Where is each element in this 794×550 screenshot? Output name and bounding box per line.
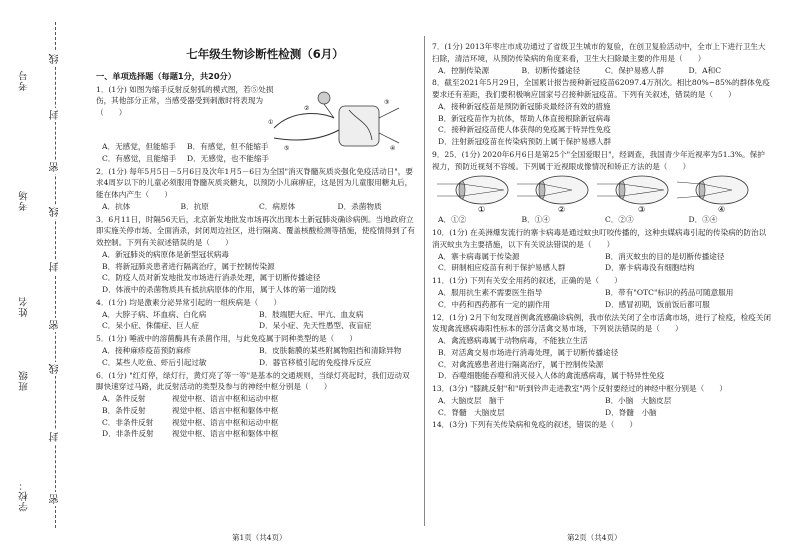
- question-8: [432, 77, 772, 148]
- seal-word: 线: [50, 54, 61, 64]
- option: D．吞噬细胞能吞噬和消灭侵入人体的禽流感病毒，属于特异性免疫: [438, 371, 665, 381]
- question-stem: 10．(1分) 在美洲爆发流行的寨卡病毒是通过蚊虫叮咬传播的，这种虫媒病毒引起的传染病的防治以消灭蚊虫为主要措施，以下有关说法错误的是（ ）: [432, 228, 767, 249]
- option: C．保护易感人群: [605, 65, 664, 75]
- option: B．有感觉，但不能缩手: [187, 142, 269, 151]
- option-detail: 视觉中枢、语言中枢和运动中枢: [172, 394, 279, 404]
- question-stem: 7．(1分) 2013年枣庄市成功通过了省级卫生城市的复验，在创卫复验活动中，全市上下进行卫生大扫除，清洁环境，从预防传染病的角度来看，卫生大扫除最主要的作用是（ ）: [432, 42, 766, 63]
- seal-word: 封: [50, 262, 61, 272]
- svg-text:①: ①: [478, 205, 486, 215]
- option: C．某些人吃鱼、虾后引起过敏: [102, 357, 207, 367]
- question-stem: 9．25．(1分) 2020年6月6日是第25个"全国爱眼日"，经调查，我国青少年近视率为51.3%。保护视力，预防近视刻不容缓。下列属于近视眼成像情况和矫正方法的是（ ）: [432, 149, 765, 171]
- seal-word: 封: [50, 432, 61, 442]
- svg-text:③: ③: [638, 205, 646, 215]
- option: B．将新冠肺炎患者进行隔离治疗，属于控制传染源: [102, 261, 275, 271]
- option: B．消灭蚊虫的目的是切断传播途径: [605, 251, 725, 261]
- option: B．小脑 大脑皮层: [605, 395, 672, 405]
- option: C．呆小症、侏儒症、巨人症: [102, 321, 199, 331]
- question-1: [96, 84, 416, 165]
- option-detail: 视觉中枢、语言中枢和躯体中枢: [172, 429, 279, 439]
- question-stem: 8．截至2021年5月29日，全国累计报告接种新冠疫苗62097.4万剂次。相比80%~85%的群体免疫要求还有差距，我们要积极响应国家号召接种新冠疫苗。下列有关叙述，错误的是（ ）: [432, 78, 770, 100]
- option: B．新冠疫苗作为抗体，帮助人体直接根除新冠病毒: [438, 113, 611, 123]
- option: C．有感觉，且能缩手: [102, 153, 177, 163]
- question-4: [96, 297, 416, 332]
- option: C．防疫人员对新发地批发市场进行消杀处理，属于切断传播途径: [102, 273, 321, 283]
- svg-text:②: ②: [558, 205, 566, 215]
- question-7: [432, 41, 772, 76]
- exam-number-label: 考号: [19, 70, 30, 91]
- option: D．呆小症、先天性愚型、夜盲症: [259, 321, 372, 331]
- question-11: [432, 275, 772, 310]
- option: A．无感觉，但能缩手: [102, 142, 176, 151]
- question-6: [96, 370, 416, 441]
- binding-strip: [0, 0, 70, 550]
- right-column: [432, 40, 772, 431]
- eye-lens-diagram: [432, 174, 762, 214]
- seal-word: 线: [50, 207, 61, 217]
- option: A．①②: [438, 215, 467, 225]
- section-heading: 一、单项选择题（每题1分，共20分）: [96, 71, 236, 81]
- option: B．抗原: [180, 201, 209, 211]
- question-3: [96, 214, 416, 296]
- option: A．新冠肺炎的病原体是新型冠状病毒: [102, 249, 229, 259]
- option: B．条件反射: [102, 405, 146, 415]
- option: D．器官移植引起的免疫排斥反应: [259, 357, 372, 367]
- name-label: 姓名: [19, 296, 30, 317]
- question-stem: 1．(1分) 如图为缩手反射反射弧的模式图，若⑤处损伤，其他部分正常，当感受器受到刺激时将表现为（ ）: [96, 84, 274, 118]
- question-5: [96, 333, 416, 368]
- option: D．非条件反射: [102, 429, 154, 439]
- option: A．寨卡病毒属于传染源: [438, 251, 520, 261]
- page-number-right: 第2页（共4页）: [567, 533, 622, 542]
- option: D．杀菌物质: [337, 201, 382, 211]
- option: A．大脑皮层 脑干: [438, 395, 505, 405]
- reflex-arc-diagram: [264, 88, 414, 152]
- left-column: [96, 64, 416, 440]
- seal-dashed-line: [55, 22, 56, 528]
- option: A．条件反射: [102, 394, 146, 404]
- option: D．注射新冠疫苗在传染病预防上属于保护易感人群: [438, 137, 612, 147]
- question-stem: 5．(1分) 唾液中的溶菌酶具有杀菌作用，与此免疫属于同种类型的是（ ）: [96, 334, 357, 344]
- page-number-left: 第1页（共4页）: [232, 533, 287, 542]
- option: A．禽流感病毒属于动物病毒，不能独立生活: [438, 336, 588, 346]
- svg-text:①: ①: [268, 119, 274, 126]
- exam-room-label: 考场: [19, 190, 30, 211]
- question-stem: 11．(1分) 下列有关安全用药的叙述，正确的是（ ）: [432, 276, 622, 286]
- option: C．②③: [605, 215, 634, 225]
- option: A．接种麻疹疫苗预防麻疹: [102, 346, 192, 356]
- question-stem: 12．(1分) 2月下旬发现首例禽流感确诊病例，我市依法关闭了全市活禽市场，进行了检疫，检疫关闭发现禽流感病毒阳性标本的部分活禽交易市场，下列说法错误的是（ ）: [432, 312, 772, 334]
- option-detail: 视觉中枢、语言中枢和躯体中枢: [172, 405, 279, 415]
- option: C．中药和西药都有一定的副作用: [438, 299, 551, 309]
- question-9: [432, 149, 772, 226]
- option: D．感冒初期，饭前饭后都可服: [605, 299, 710, 309]
- option: A．抗体: [102, 201, 131, 211]
- option: D．A和C: [688, 65, 722, 75]
- option: D．寨卡病毒没有细胞结构: [605, 263, 695, 273]
- class-label: 班级: [19, 370, 30, 391]
- svg-text:⑤: ⑤: [284, 145, 290, 152]
- option: D．体液中的杀菌物质具有抵抗病原体的作用，属于人体的第一道防线: [102, 285, 336, 295]
- option-detail: 视觉中枢、语言中枢和运动中枢: [172, 417, 279, 427]
- question-10: [432, 227, 772, 274]
- option: C．对禽流感患者进行隔离治疗，属于控制传染源: [438, 359, 604, 369]
- seal-word: 封: [50, 110, 61, 120]
- question-stem: 14．(3分) 下列有关传染病和免疫的叙述，错误的是（ ）: [432, 420, 638, 430]
- seal-word: 密: [50, 494, 61, 504]
- option: B．对活禽交易市场进行消毒处理，属于切断传播途径: [438, 347, 619, 357]
- page-title: 七年级生物诊断性检测（6月）: [186, 47, 344, 61]
- option: B．皮肤黏膜的某些附属物阻挡和清除异物: [259, 346, 402, 356]
- option: D．脊髓 小脑: [605, 407, 657, 417]
- question-14: [432, 419, 772, 431]
- seal-word: 密: [50, 320, 61, 330]
- option: C．研制相应疫苗有利于保护易感人群: [438, 263, 566, 273]
- option: D．③④: [688, 215, 718, 225]
- option: A．控制传染源: [438, 65, 490, 75]
- question-13: [432, 383, 772, 418]
- question-stem: 4．(1分) 均是激素分泌异常引起的一组疾病是（ ）: [96, 297, 282, 307]
- school-label: 学校：: [19, 480, 30, 512]
- option: A．大脖子病、坏血病、白化病: [102, 309, 207, 319]
- option: B．切断传播途径: [521, 65, 581, 75]
- option: A．服用抗生素不需要医生指导: [438, 288, 543, 298]
- option: B．①④: [521, 215, 550, 225]
- question-12: [432, 312, 772, 383]
- svg-text:④: ④: [718, 205, 726, 215]
- option: C．接种新冠疫苗使人体获得的免疫属于特异性免疫: [438, 125, 611, 135]
- question-stem: 13．(3分) "膝跳反射"和"听到铃声走进教室"两个反射要经过的神经中枢分别是（ ）: [432, 384, 727, 394]
- option: B．带有"OTC"标识的药品可随意服用: [605, 288, 734, 298]
- question-stem: 6．(1分) "红灯停，绿灯行，黄灯亮了等一等"是基本的交通规则，当绿灯亮起时，我们迈动双脚快速穿过马路，此反射活动的类型及参与的神经中枢分别是（ ）: [96, 370, 410, 392]
- option: A．接种新冠疫苗是预防新冠肺炎最经济有效的措施: [438, 101, 611, 111]
- question-stem: 3．6月11日，时隔56天后，北京新发地批发市场再次出现本土新冠肺炎确诊病例。当地政府立即实施关停市场、全面消杀，封闭周边社区，进行隔离、覆盖核酸检测等措施，使疫情得到了有效控制。下列有关叙述错误的是（ ）: [96, 214, 415, 248]
- svg-text:②: ②: [304, 105, 310, 112]
- option: C．病原体: [259, 201, 296, 211]
- option: B．肢端肥大症、甲亢、血友病: [259, 309, 364, 319]
- seal-word: 线: [50, 364, 61, 374]
- column-divider: [424, 36, 425, 526]
- option: D．无感觉，也不能缩手: [187, 153, 270, 163]
- question-stem: 2．(1分) 每年5月5日－5月6日及次年1月5－6日为全国"消灭脊髓灰质炎强化免疫活动日"，要求4周岁以下的儿童必须服用脊髓灰质炎糖丸，以预防小儿麻痹症，这是因为儿童服用糖丸后，能在体内产生（ ）: [96, 166, 413, 200]
- option: C．非条件反射: [102, 417, 154, 427]
- svg-text:④: ④: [390, 145, 396, 152]
- question-2: [96, 166, 416, 213]
- option: C．脊髓 大脑皮层: [438, 407, 505, 417]
- svg-text:③: ③: [384, 99, 390, 106]
- seal-word: 密: [50, 162, 61, 172]
